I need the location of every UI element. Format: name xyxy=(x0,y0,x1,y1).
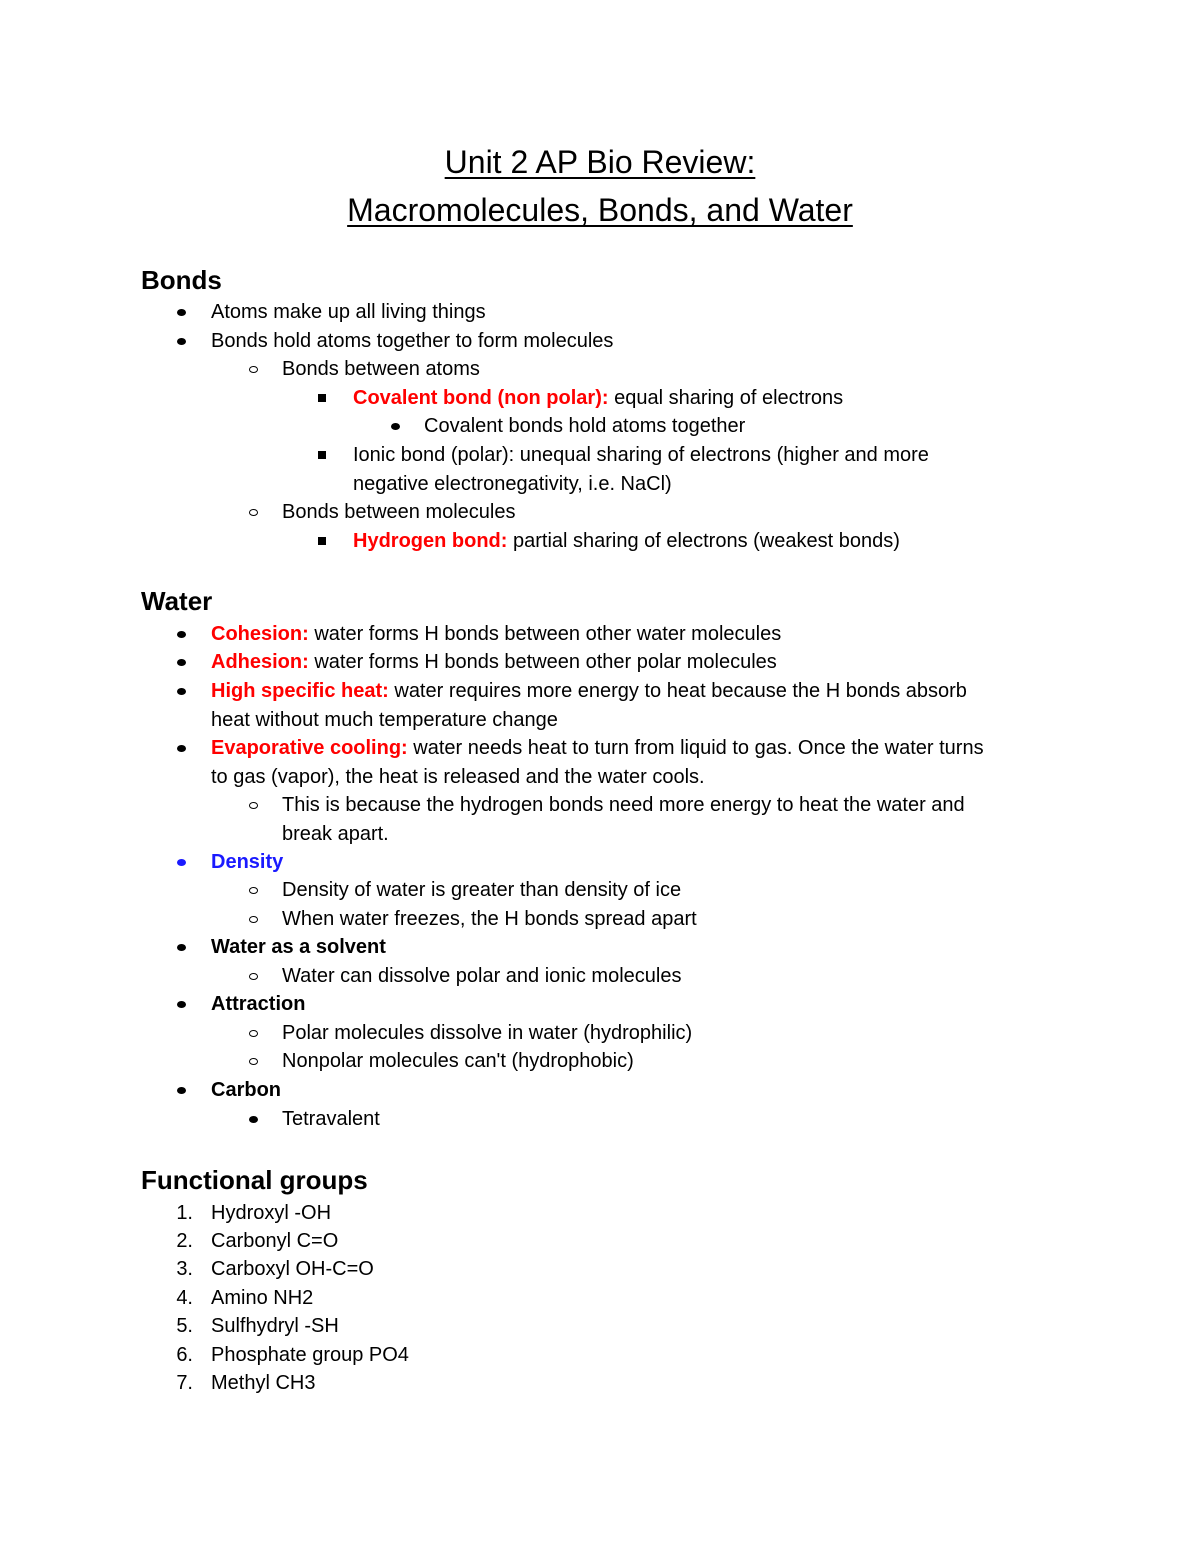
list-item-hydrogen xyxy=(353,527,900,555)
cohesion-term: Cohesion: xyxy=(211,623,309,645)
bullet-square-icon xyxy=(318,451,326,459)
list-item: When water freezes, the H bonds spread apart xyxy=(282,908,697,930)
list-item: Density of water is greater than density of ice xyxy=(282,879,682,901)
bullet-square-icon xyxy=(318,537,326,545)
bullet-dot-icon xyxy=(177,631,186,638)
list-item: Methyl CH3 xyxy=(211,1372,316,1394)
list-item-density xyxy=(211,848,283,876)
solvent-term: Water as a solvent xyxy=(211,936,386,958)
bullet-dot-icon xyxy=(391,423,400,430)
bullet-circle-icon xyxy=(249,1030,258,1037)
list-item: Hydroxyl -OH xyxy=(211,1202,332,1224)
bullet-dot-icon xyxy=(177,859,186,866)
bullet-dot-icon xyxy=(249,1116,258,1123)
carbon-term: Carbon xyxy=(211,1079,281,1101)
list-number: 5. xyxy=(176,1315,193,1337)
bullet-dot-icon xyxy=(177,688,186,695)
bullet-dot-icon xyxy=(177,745,186,752)
bullet-circle-icon xyxy=(249,509,258,516)
list-item-carbon xyxy=(211,1076,281,1104)
evaporative-cooling-definition: water needs heat to turn from liquid to gas. Once the water turns xyxy=(407,737,984,759)
list-item: Polar molecules dissolve in water (hydrophilic) xyxy=(282,1022,693,1044)
bullet-square-icon xyxy=(318,394,326,402)
water-heading: Water xyxy=(141,586,213,616)
list-number: 4. xyxy=(176,1287,193,1309)
bullet-dot-icon xyxy=(177,338,186,345)
bullet-dot-icon xyxy=(177,1087,186,1094)
list-item-attraction xyxy=(211,990,305,1018)
list-item: Amino NH2 xyxy=(211,1287,314,1309)
bullet-dot-icon xyxy=(177,944,186,951)
covalent-term: Covalent bond (non polar): xyxy=(353,387,609,409)
bullet-circle-icon xyxy=(249,1058,258,1065)
list-item: Bonds hold atoms together to form molecules xyxy=(211,330,614,352)
list-item: Phosphate group PO4 xyxy=(211,1344,409,1366)
bullet-circle-icon xyxy=(249,916,258,923)
evaporative-cooling-term: Evaporative cooling: xyxy=(211,737,408,759)
list-item: Carboxyl OH-C=O xyxy=(211,1258,374,1280)
hydrogen-definition: partial sharing of electrons (weakest bonds) xyxy=(507,530,900,552)
list-item-adhesion xyxy=(211,648,777,676)
list-item-covalent xyxy=(353,384,843,412)
adhesion-definition: water forms H bonds between other polar molecules xyxy=(308,651,777,673)
list-item-evaporative-cooling xyxy=(211,734,984,762)
specific-heat-definition: water requires more energy to heat because the H bonds absorb xyxy=(388,680,967,702)
density-term: Density xyxy=(211,851,284,873)
list-item-cohesion xyxy=(211,620,781,648)
bullet-circle-icon xyxy=(249,887,258,894)
list-item-solvent xyxy=(211,933,386,961)
title-line-1: Unit 2 AP Bio Review: xyxy=(444,144,756,180)
bullet-dot-icon xyxy=(177,309,186,316)
specific-heat-term: High specific heat: xyxy=(211,680,389,702)
cohesion-definition: water forms H bonds between other water molecules xyxy=(308,623,782,645)
bullet-circle-icon xyxy=(249,802,258,809)
list-item: Atoms make up all living things xyxy=(211,301,486,323)
list-item: Nonpolar molecules can't (hydrophobic) xyxy=(282,1050,634,1072)
list-item-specific-heat-continued: heat without much temperature change xyxy=(211,709,558,731)
list-number: 2. xyxy=(176,1230,193,1252)
list-item-specific-heat xyxy=(211,677,967,705)
bullet-dot-icon xyxy=(177,1001,186,1008)
functional-groups-heading: Functional groups xyxy=(141,1165,368,1195)
list-item-continued: break apart. xyxy=(282,823,389,845)
list-item-ionic: Ionic bond (polar): unequal sharing of electrons (higher and more xyxy=(353,444,929,466)
list-number: 3. xyxy=(176,1258,193,1280)
bonds-heading: Bonds xyxy=(141,265,222,295)
list-item: This is because the hydrogen bonds need more energy to heat the water and xyxy=(282,794,965,816)
attraction-term: Attraction xyxy=(211,993,306,1015)
list-number: 6. xyxy=(176,1344,193,1366)
list-item: Carbonyl C=O xyxy=(211,1230,339,1252)
bullet-circle-icon xyxy=(249,366,258,373)
hydrogen-term: Hydrogen bond: xyxy=(353,530,508,552)
list-number: 1. xyxy=(176,1202,193,1224)
adhesion-term: Adhesion: xyxy=(211,651,309,673)
list-item: Bonds between atoms xyxy=(282,358,480,380)
list-item: Covalent bonds hold atoms together xyxy=(424,415,746,437)
list-item-ionic-continued: negative electronegativity, i.e. NaCl) xyxy=(353,473,672,495)
list-item: Bonds between molecules xyxy=(282,501,516,523)
list-number: 7. xyxy=(176,1372,193,1394)
bullet-dot-icon xyxy=(177,659,186,666)
list-item: Tetravalent xyxy=(282,1108,380,1130)
list-item: Sulfhydryl -SH xyxy=(211,1315,339,1337)
covalent-definition: equal sharing of electrons xyxy=(608,387,844,409)
list-item-evaporative-cooling-continued: to gas (vapor), the heat is released and the water cools. xyxy=(211,766,705,788)
title-line-2: Macromolecules, Bonds, and Water xyxy=(347,192,853,228)
bullet-circle-icon xyxy=(249,973,258,980)
list-item: Water can dissolve polar and ionic molecules xyxy=(282,965,682,987)
